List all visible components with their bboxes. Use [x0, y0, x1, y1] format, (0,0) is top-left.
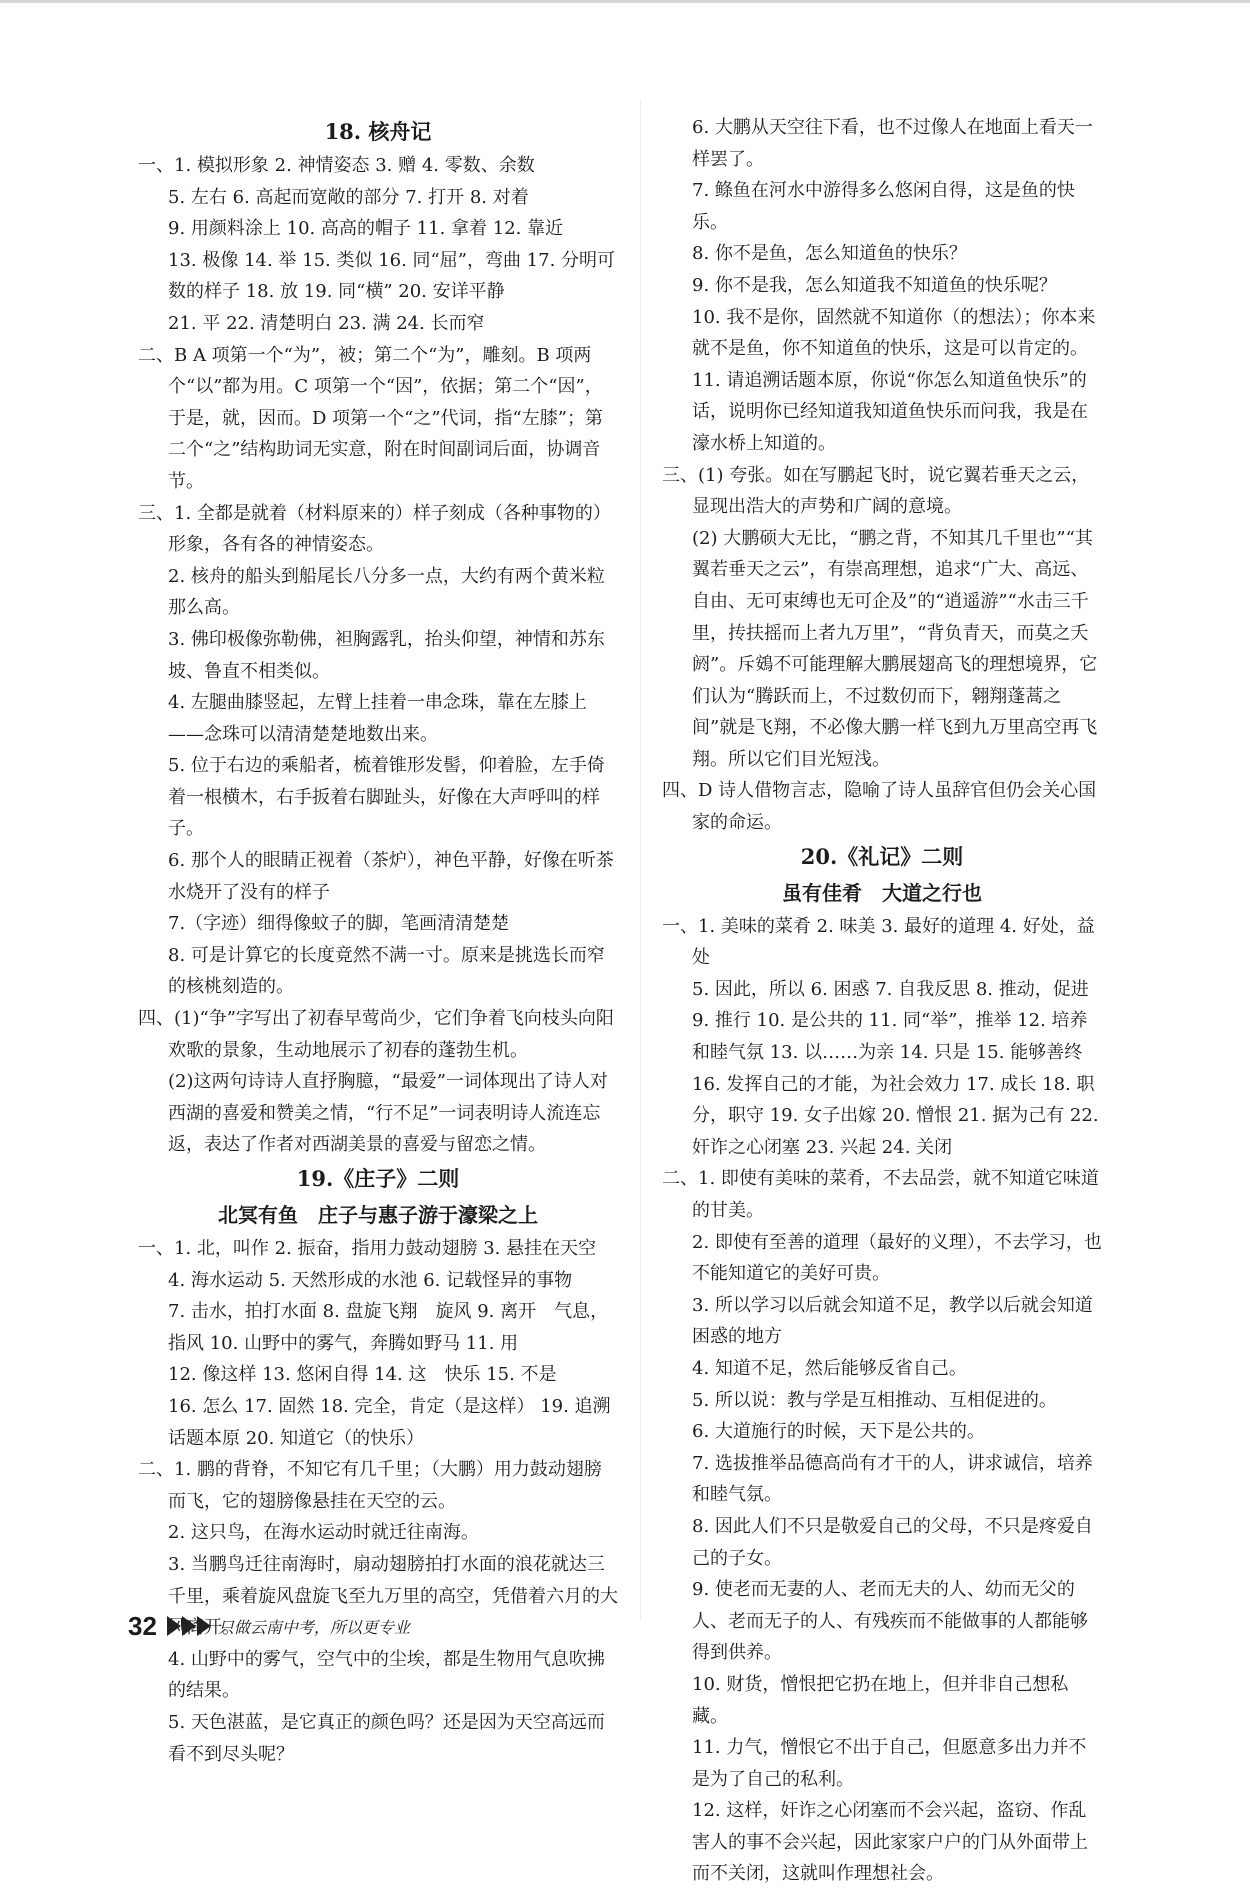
answer-item: 5. 天色湛蓝，是它真正的颜色吗？还是因为天空高远而看不到尽头呢？ [168, 1711, 605, 1765]
answer-item: 12. 这样，奸诈之心闭塞而不会兴起，盗窃、作乱害人的事不会兴起，因此家家户户的门从外面带上而不关闭，这就叫作理想社会。 [692, 1800, 1088, 1885]
answer-item: 11. 力气，憎恨它不出于自己，但愿意多出力并不是为了自己的私利。 [692, 1737, 1087, 1790]
answer-item: 三、(1) 夸张。如在写鹏起飞时，说它翼若垂天之云，显现出浩大的声势和广阔的意境。 [662, 464, 1090, 518]
answer-item: 3. 当鹏鸟迁往南海时，扇动翅膀拍打水面的浪花就达三千里，乘着旋风盘旋飞至九万里的高空，凭借着六月的大风离开。 [168, 1553, 618, 1639]
answer-item: 2. 这只鸟，在海水运动时就迁往南海。 [168, 1522, 479, 1544]
arrow-icon [167, 1616, 181, 1636]
answer-item: 6. 那个人的眼睛正视着（茶炉），神色平静，好像在听茶水烧开了没有的样子 [168, 850, 614, 903]
answer-item: 8. 因此人们不只是敬爱自己的父母，不只是疼爱自己的子女。 [692, 1515, 1093, 1569]
answer-item: 7. 击水，拍打水面 8. 盘旋飞翔 旋风 9. 离开 气息，指风 10. 山野中的雾气，奔腾如野马 11. 用 [168, 1301, 609, 1354]
answer-item: 10. 我不是你，固然就不知道你（的想法）；你本来就不是鱼，你不知道鱼的快乐，这是可以肯定的。 [692, 306, 1096, 360]
right-column [662, 112, 1102, 1890]
answer-item: 二、1. 即使有美味的菜肴，不去品尝，就不知道它味道的甘美。 [662, 1168, 1099, 1221]
answer-item: 4. 左腿曲膝竖起，左臂上挂着一串念珠，靠在左膝上——念珠可以清清楚楚地数出来。 [168, 692, 587, 745]
answer-item: 2. 即使有至善的道理（最好的义理），不去学习，也不能知道它的美好可贵。 [692, 1231, 1102, 1285]
section-title: 18. 核舟记 [324, 119, 432, 144]
answer-item: 一、1. 模拟形象 2. 神情姿态 3. 赠 4. 零数、余数 [138, 155, 535, 176]
answer-item: 5. 左右 6. 高起而宽敞的部分 7. 打开 8. 对着 [168, 186, 529, 208]
page-number: 32 [128, 1610, 157, 1641]
answer-item: 四、(1)“争”字写出了初春早莺尚少，它们争着飞向枝头向阳欢歌的景象，生动地展示了初春的蓬勃生机。 [138, 1008, 614, 1061]
column-divider [640, 100, 641, 1620]
top-rule [0, 0, 1250, 3]
answer-item: (2) 大鹏硕大无比，“鹏之背，不知其几千里也”“其翼若垂天之云”，有崇高理想，追求“广大、高远、自由、无可束缚也无可企及”的“逍遥游”“水击三千里，抟扶摇而上者九万里”，“背负青天，而莫之夭阏”。斥鴳不可能理解大鹏展翅高飞的理想境界，它们认为“腾跃而上，不过数仞而下，翱翔蓬蒿之间”就是飞翔，不必像大鹏一样飞到九万里高空再飞翔。所以它们目光短浅。 [692, 527, 1098, 770]
page-footer [128, 1606, 410, 1646]
answer-item: 8. 你不是鱼，怎么知道鱼的快乐？ [692, 243, 967, 265]
answer-item: 3. 所以学习以后就会知道不足，教学以后就会知道困惑的地方 [692, 1294, 1093, 1348]
answer-item: 2. 核舟的船头到船尾长八分多一点，大约有两个黄米粒那么高。 [168, 565, 605, 619]
arrow-icon [182, 1616, 196, 1636]
answer-item: 3. 佛印极像弥勒佛，袒胸露乳，抬头仰望，神情和苏东坡、鲁直不相类似。 [168, 628, 605, 682]
answer-item: 7. 鲦鱼在河水中游得多么悠闲自得，这是鱼的快乐。 [692, 180, 1075, 233]
answer-item: 四、D 诗人借物言志，隐喻了诗人虽辞官但仍会关心国家的命运。 [662, 780, 1097, 834]
answer-item: 16. 发挥自己的才能，为社会效力 17. 成长 18. 职分，职守 19. 女子出嫁 20. 憎恨 21. 据为己有 22. 奸诈之心闭塞 23. 兴起 24. 关闭 [692, 1073, 1099, 1158]
left-column [138, 112, 618, 1770]
answer-item: 9. 使老而无妻的人、老而无夫的人、幼而无父的人、老而无子的人、有残疾而不能做事的人都能够得到供养。 [692, 1579, 1088, 1664]
answer-item: 16. 怎么 17. 固然 18. 完全，肯定（是这样） 19. 追溯话题本原 20. 知道它（的快乐） [168, 1395, 611, 1449]
answer-item: 4. 海水运动 5. 天然形成的水池 6. 记载怪异的事物 [168, 1269, 573, 1291]
answer-item: 二、1. 鹏的背脊，不知它有几千里；（大鹏）用力鼓动翅膀而飞，它的翅膀像悬挂在天空的云。 [138, 1459, 602, 1512]
answer-item: 6. 大鹏从天空往下看，也不过像人在地面上看天一样罢了。 [692, 117, 1093, 170]
answer-item: 21. 平 22. 清楚明白 23. 满 24. 长而窄 [168, 312, 485, 334]
answer-item: 9. 用颜料涂上 10. 高高的帽子 11. 拿着 12. 靠近 [168, 218, 564, 240]
answer-item: 一、1. 美味的菜肴 2. 味美 3. 最好的道理 4. 好处，益处 [662, 915, 1095, 969]
answer-item: 11. 请追溯话题本原，你说“你怎么知道鱼快乐”的话，说明你已经知道我知道鱼快乐而问我，我是在濠水桥上知道的。 [692, 369, 1088, 454]
answer-item: 13. 极像 14. 举 15. 类似 16. 同“屈”，弯曲 17. 分明可数的样子 18. 放 19. 同“横” 20. 安详平静 [168, 249, 616, 303]
answer-item: 5. 位于右边的乘船者，梳着锥形发髻，仰着脸，左手倚着一根横木，右手扳着右脚趾头，好像在大声呼叫的样子。 [168, 755, 605, 840]
section-title: 20.《礼记》二则 [800, 843, 964, 869]
footer-slogan: 只做云南中考，所以更专业 [217, 1617, 410, 1637]
answer-item: 6. 大道施行的时候，天下是公共的。 [692, 1421, 985, 1443]
answer-item: 4. 知道不足，然后能够反省自己。 [692, 1357, 967, 1379]
answer-item: 4. 山野中的雾气，空气中的尘埃，都是生物用气息吹拂的结果。 [168, 1648, 605, 1702]
answer-item: (2)这两句诗诗人直抒胸臆，“最爱”一词体现出了诗人对西湖的喜爱和赞美之情，“行不足”一词表明诗人流连忘返，表达了作者对西湖美景的喜爱与留恋之情。 [168, 1071, 608, 1156]
answer-item: 7. 选拔推举品德高尚有才干的人，讲求诚信，培养和睦气氛。 [692, 1452, 1093, 1506]
section-subtitle: 虽有佳肴 大道之行也 [782, 880, 982, 905]
answer-item: 9. 你不是我，怎么知道我不知道鱼的快乐呢？ [692, 274, 1057, 296]
arrow-icon [197, 1616, 211, 1636]
answer-item: 三、1. 全都是就着（材料原来的）样子刻成（各种事物的）形象，各有各的神情姿态。 [138, 502, 611, 556]
section-subtitle: 北冥有鱼 庄子与惠子游于濠梁之上 [218, 1203, 538, 1227]
answer-item: 10. 财货，憎恨把它扔在地上，但并非自己想私藏。 [692, 1673, 1069, 1727]
answer-item: 一、1. 北，叫作 2. 振奋，指用力鼓动翅膀 3. 悬挂在天空 [138, 1238, 597, 1259]
answer-item: 二、B A 项第一个“为”，被；第二个“为”，雕刻。B 项两个“以”都为用。C 项第一个“因”，依据；第二个“因”，于是，就，因而。D 项第一个“之”代词，指“左膝”；第二个“之”结构助词无实意，附在时间副词后面，协调音节。 [138, 344, 603, 492]
answer-item: 5. 因此，所以 6. 困惑 7. 自我反思 8. 推动，促进 [692, 978, 1089, 1000]
answer-item: 7.（字迹）细得像蚊子的脚，笔画清清楚楚 [168, 913, 510, 935]
section-title: 19.《庄子》二则 [296, 1166, 460, 1191]
answer-item: 5. 所以说：教与学是互相推动、互相促进的。 [692, 1389, 1057, 1411]
answer-item: 8. 可是计算它的长度竟然不满一寸。原来是挑选长而窄的核桃刻造的。 [168, 944, 605, 998]
answer-item: 9. 推行 10. 是公共的 11. 同“举”，推举 12. 培养和睦气氛 13. 以……为亲 14. 只是 15. 能够善终 [692, 1010, 1088, 1064]
answer-item: 12. 像这样 13. 悠闲自得 14. 这 快乐 15. 不是 [168, 1364, 557, 1386]
